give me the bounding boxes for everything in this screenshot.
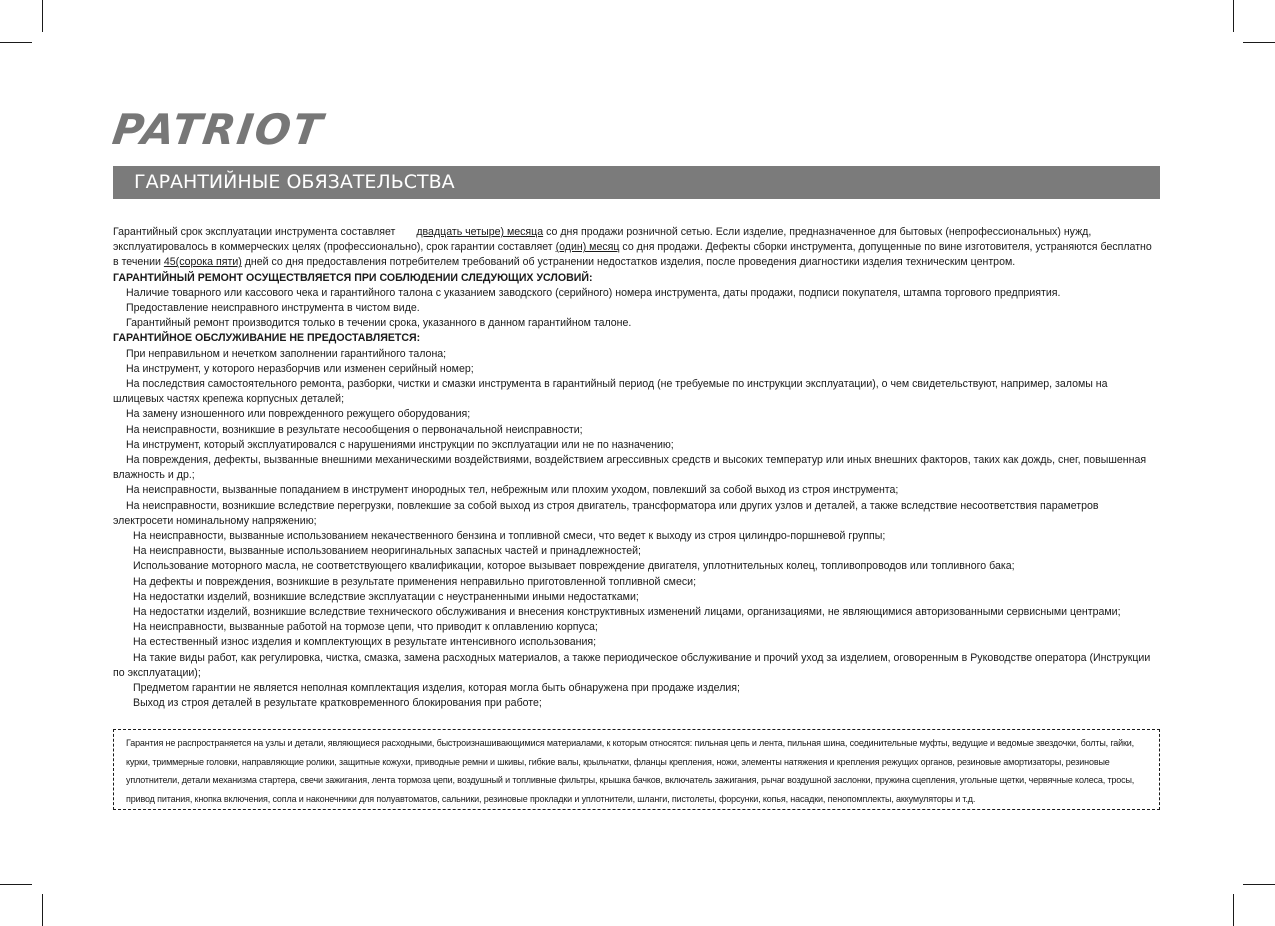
engine-exclusion-item: Использование моторного масла, не соответствующего квалификации, которое вызывает повреждение двигателя, уплотнительных колец, топливопроводов или топливного бака;: [133, 560, 1015, 573]
engine-exclusion-item: Выход из строя деталей в результате кратковременного блокирования при работе;: [133, 697, 542, 710]
condition-item: Наличие товарного или кассового чека и гарантийного талона с указанием заводского (серийного) номера инструмента, даты продажи, подписи покупателя, штампа торгового предприятия.: [126, 286, 1061, 299]
page-title: ГАРАНТИЙНЫЕ ОБЯЗАТЕЛЬСТВА: [113, 166, 1160, 199]
crop-mark: [42, 894, 43, 926]
engine-exclusion-item: На недостатки изделий, возникшие вследствие эксплуатации с неустраненными иными недостатками;: [133, 590, 639, 603]
warranty-term: двадцать четыре) месяца: [416, 226, 544, 238]
engine-exclusion-item: Предметом гарантии не является неполная комплектация изделия, которая могла быть обнаружена при продаже изделия;: [133, 682, 740, 695]
exclusions-heading: ГАРАНТИЙНОЕ ОБСЛУЖИВАНИЕ НЕ ПРЕДОСТАВЛЯЕТСЯ:: [113, 332, 421, 345]
condition-item: Предоставление неисправного инструмента в чистом виде.: [126, 302, 420, 315]
condition-item: Гарантийный ремонт производится только в течении срока, указанного в данном гарантийном талоне.: [126, 317, 632, 330]
exclusion-item: При неправильном и нечетком заполнении гарантийного талона;: [126, 347, 447, 360]
engine-exclusion-item: На неисправности, вызванные использованием некачественного бензина и топливной смеси, что ведет к выходу из строя цилиндро-поршневой группы;: [133, 530, 886, 543]
exclusion-item: На замену изношенного или поврежденного режущего оборудования;: [126, 408, 471, 421]
commercial-term: (один) месяц: [555, 241, 620, 254]
exclusion-item: На неисправности, вызванные попаданием в инструмент инородных тел, небрежным или плохим уходом, повлекший за собой выход из строя инструмента;: [126, 484, 899, 497]
exclusion-item: На последствия самостоятельного ремонта, разборки, чистки и смазки инструмента в гарантийный период (не требуемые по инструкции эксплуатации), о чем свидетельствуют, например, заломы на шлицевых частях крепежа корпусных деталей;: [113, 378, 1108, 406]
exclusion-item: На инструмент, который эксплуатировался с нарушениями инструкции по эксплуатации или не по назначению;: [126, 438, 674, 451]
intro-text: дней со дня предоставления потребителем требований об устранении недостатков изделия, после проведения диагностики изделия техническим центром.: [241, 256, 1016, 269]
conditions-heading: ГАРАНТИЙНЫЙ РЕМОНТ ОСУЩЕСТВЛЯЕТСЯ ПРИ СОБЛЮДЕНИИ СЛЕДУЮЩИХ УСЛОВИЙ:: [113, 271, 593, 284]
crop-mark: [1233, 0, 1234, 32]
crop-mark: [1243, 42, 1275, 43]
engine-exclusion-item: На такие виды работ, как регулировка, чистка, смазка, замена расходных материалов, а также периодическое обслуживание и прочий уход за изделием, оговоренным в Руководстве оператора (Инструкции по эксплуатации);: [113, 651, 1151, 679]
engine-exclusion-item: На дефекты и повреждения, возникшие в результате применения неправильно приготовленной топливной смеси;: [133, 575, 697, 588]
exclusion-item: На повреждения, дефекты, вызванные внешними механическими воздействиями, воздействием агрессивных средств и высоких температур или иных внешних факторов, таких как дождь, снег, повышенная влажность и др.;: [113, 454, 1147, 482]
intro-text: со дня продажи. Дефекты сборки инструмента, допущенные по вине изготовителя, устраняются бесплатно в течении: [113, 241, 1152, 269]
engine-exclusion-item: На неисправности, вызванные использованием неоригинальных запасных частей и принадлежностей;: [133, 545, 642, 558]
crop-mark: [1243, 884, 1275, 885]
intro-text: Гарантийный срок эксплуатации инструмента составляет: [113, 226, 399, 238]
exclusion-item: На инструмент, у которого неразборчив или изменен серийный номер;: [126, 362, 474, 375]
consumables-note: Гарантия не распространяется на узлы и детали, являющиеся расходными, быстроизнашивающимися материалами, к которым относятся: пильная цепь и лента, пильная шина, соединительные муфты, ведущие и ведомые звездочки, болты, гайки, курки, триммерные головки, направляющие ролики, защитные кожухи, приводные ремни и шкивы, гибкие валы, крыльчатки, фланцы крепления, ножи, элементы натяжения и крепления режущих органов, резиновые амортизаторы, резиновые уплотнители, детали механизма стартера, свечи зажигания, лента тормоза цепи, воздушный и топливные фильтры, крышка бачков, включатель зажигания, рычаг воздушной заслонки, пружина сцепления, угольные щетки, червячные колеса, тросы, привод питания, кнопка включения, сопла и наконечники для полуавтоматов, сальники, резиновые прокладки и уплотнители, шланги, пистолеты, форсунки, копья, насадки, пенопомплекты, аккумуляторы и т.д.: [113, 729, 1160, 810]
crop-mark: [1233, 894, 1234, 926]
crop-mark: [42, 0, 43, 32]
crop-mark: [0, 42, 32, 43]
intro-text: со дня продажи розничной сетью. Если изделие, предназначенное для бытовых (непрофессиональных) нужд, эксплуатировалось в коммерческих целях (профессионально), срок гарантии составляет: [113, 226, 1092, 254]
exclusion-item: На неисправности, возникшие в результате несообщения о первоначальной неисправности;: [126, 423, 583, 436]
intro-paragraph: [113, 225, 1160, 271]
brand-logo: PATRIOT: [109, 105, 327, 154]
engine-exclusion-item: На недостатки изделий, возникшие вследствие технического обслуживания и внесения конструктивных изменений лицами, организациями, не являющимися авторизованными сервисными центрами;: [133, 606, 1121, 619]
warranty-text: [113, 225, 1160, 712]
engine-exclusion-item: На неисправности, вызванные работой на тормозе цепи, что приводит к оплавлению корпуса;: [133, 621, 598, 634]
engine-exclusion-item: На естественный износ изделия и комплектующих в результате интенсивного использования;: [133, 636, 597, 649]
repair-days: 45(сорока пяти): [163, 256, 242, 269]
exclusion-item: На неисправности, возникшие вследствие перегрузки, повлекшие за собой выход из строя двигатель, трансформатора или других узлов и деталей, а также вследствие несоответствия параметров электросети номинальному напряжению;: [113, 499, 1099, 527]
crop-mark: [0, 884, 32, 885]
